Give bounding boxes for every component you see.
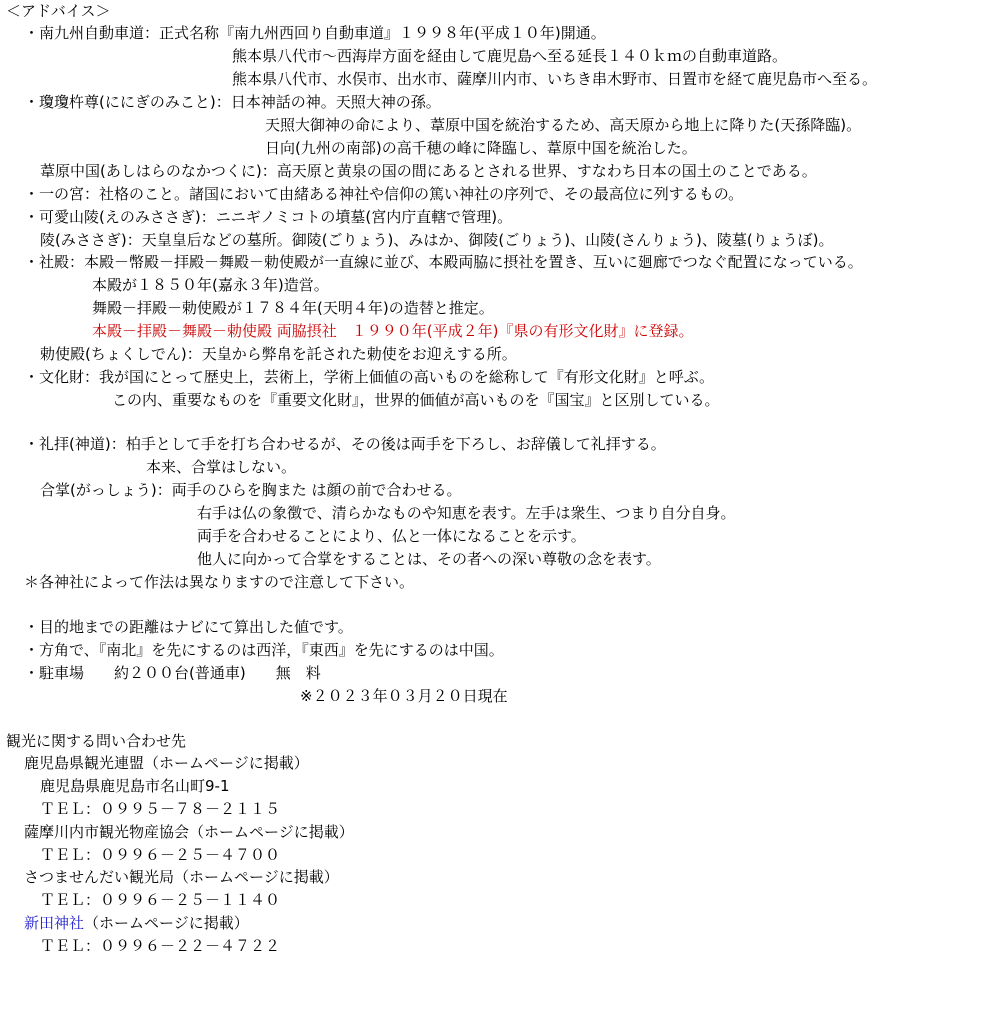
misasagi-text: 陵(みささぎ)：天皇皇后などの墓所。御陵(ごりょう)、みはか、御陵(ごりょう)、山陵(さんりょう)、陵墓(りょうぼ)。 (40, 231, 834, 249)
contacts-heading: 観光に関する問い合わせ先 (6, 732, 187, 750)
bunkazai-detail: この内、重要なものを『重要文化財』，世界的価値が高いものを『国宝』と区別している。 (112, 391, 720, 409)
bunkazai-title: ・文化財：我が国にとって歴史上，芸術上，学術上価値の高いものを総称して『有形文化財』と呼ぶ。 (24, 368, 715, 386)
direction-note: ・方角で、『南北』を先にするのは西洋，『東西』を先にするのは中国。 (24, 641, 504, 659)
nitta-shrine-link[interactable]: 新田神社 (24, 914, 85, 932)
contact-name: 薩摩川内市観光物産協会（ホームページに掲載） (24, 823, 354, 841)
ashihara-text: 葦原中国(あしはらのなかつくに)：高天原と黄泉の国の間にあるとされる世界、すなわち日本の国土のことである。 (40, 162, 817, 180)
contact-tel: ＴＥＬ：０９９５－７８－２１１５ (40, 800, 281, 818)
raihai-detail: 本来、合掌はしない。 (146, 458, 297, 476)
contact-name: さつませんだい観光局（ホームページに掲載） (24, 868, 339, 886)
gassho-detail: 両手を合わせることにより、仏と一体になることを示す。 (197, 527, 586, 545)
highway-detail: 熊本県八代市～西海岸方面を経由して鹿児島へ至る延長１４０ｋｍの自動車道路。 (232, 47, 788, 65)
gassho-title: 合掌(がっしょう)：両手のひらを胸また は顔の前で合わせる。 (40, 481, 462, 499)
shaden-registration: 本殿－拝殿－舞殿－勅使殿 両脇摂社 １９９０年(平成２年)『県の有形文化財』に登録。 (92, 322, 694, 340)
highway-detail: 熊本県八代市、水俣市、出水市、薩摩川内市、いちき串木野市、日置市を経て鹿児島市へ至る。 (232, 70, 878, 88)
contact-name: 鹿児島県観光連盟（ホームページに掲載） (24, 754, 309, 772)
contact-address: 鹿児島県鹿児島市名山町9-1 (40, 777, 230, 795)
shaden-detail: 舞殿－拝殿－勅使殿が１７８４年(天明４年)の造替と推定。 (92, 299, 494, 317)
ninigi-detail: 日向(九州の南部)の高千穂の峰に降臨し、葦原中国を統治した。 (265, 139, 697, 157)
advice-heading: ＜アドバイス＞ (6, 2, 111, 20)
enomisasagi-text: ・可愛山陵(えのみささぎ)：ニニギノミコトの墳墓(宮内庁直轄で管理)。 (24, 208, 513, 226)
parking-info: ・駐車場 約２００台(普通車) 無 料 (24, 664, 321, 682)
raihai-title: ・礼拝(神道)：柏手として手を打ち合わせるが、その後は両手を下ろし、お辞儀して礼拝する。 (24, 435, 666, 453)
contact-tel: ＴＥＬ：０９９６－２５－４７００ (40, 846, 281, 864)
contact-tel: ＴＥＬ：０９９６－２５－１１４０ (40, 891, 281, 909)
contact-tel: ＴＥＬ：０９９６－２２－４７２２ (40, 937, 281, 955)
manners-note: ＊各神社によって作法は異なりますので注意して下さい。 (24, 573, 415, 591)
contact-name-suffix: （ホームページに掲載） (84, 914, 249, 932)
shaden-detail: 本殿が１８５０年(嘉永３年)造営。 (92, 276, 329, 294)
ninigi-title: ・瓊瓊杵尊(ににぎのみこと)：日本神話の神。天照大神の孫。 (24, 93, 441, 111)
gassho-detail: 右手は仏の象徴で、清らかなものや知恵を表す。左手は衆生、つまり自分自身。 (197, 504, 736, 522)
as-of-date: ※２０２３年０３月２０日現在 (300, 687, 508, 705)
distance-note: ・目的地までの距離はナビにて算出した値です。 (24, 618, 353, 636)
ichinomiya-text: ・一の宮：社格のこと。諸国において由緒ある神社や信仰の篤い神社の序列で、その最高位に列するもの。 (24, 185, 744, 203)
ninigi-detail: 天照大御神の命により、葦原中国を統治するため、高天原から地上に降りた(天孫降臨)。 (265, 116, 862, 134)
shaden-title: ・社殿：本殿－幣殿－拝殿－舞殿－勅使殿が一直線に並び、本殿両脇に摂社を置き、互いに廻廊でつなぐ配置になっている。 (24, 253, 863, 271)
gassho-detail: 他人に向かって合掌をすることは、その者への深い尊敬の念を表す。 (197, 550, 661, 568)
contact-name-row (24, 912, 249, 934)
chokushiden-text: 勅使殿(ちょくしでん)：天皇から弊帛を託された勅使をお迎えする所。 (40, 345, 517, 363)
highway-title: ・南九州自動車道：正式名称『南九州西回り自動車道』１９９８年(平成１０年)開通。 (24, 24, 606, 42)
